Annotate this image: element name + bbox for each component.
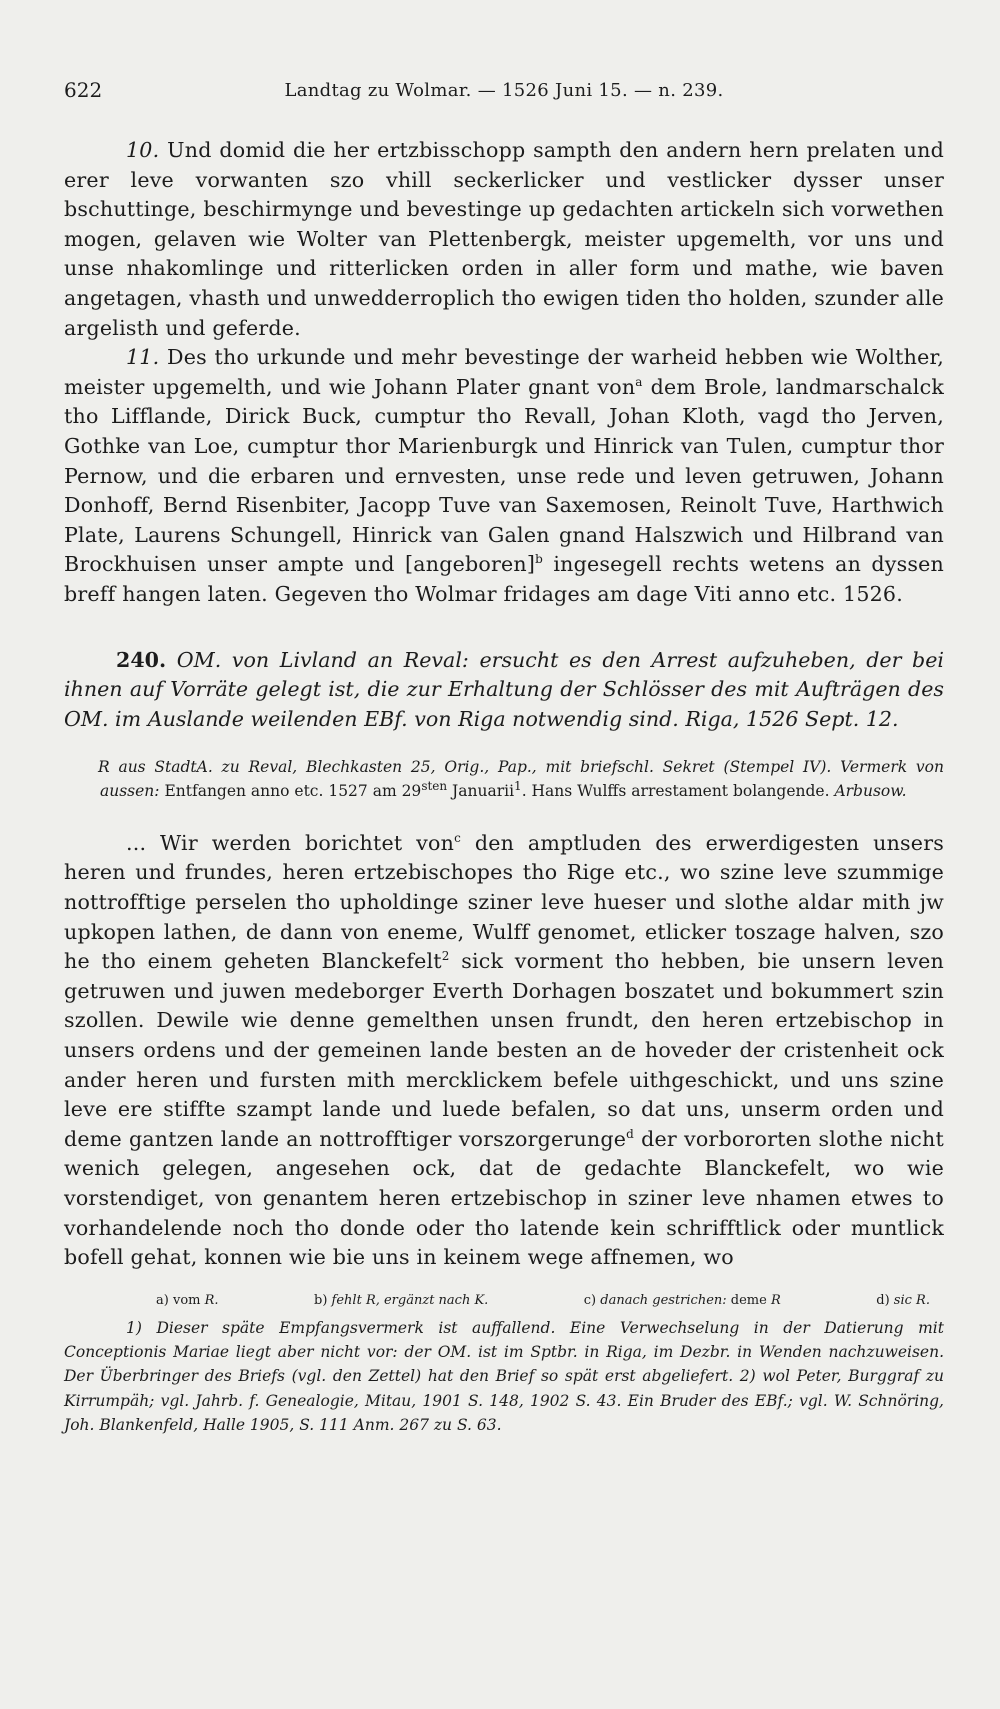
page-body bbox=[64, 136, 944, 1453]
footnote-mark-c: c bbox=[454, 831, 461, 846]
footnote-label: c) bbox=[583, 1292, 597, 1308]
document-regest bbox=[64, 646, 944, 735]
text-footnote-a bbox=[156, 1293, 219, 1308]
letter-text bbox=[64, 829, 944, 1273]
footnote-2: wol Peter, Burggraf zu Kirrumpäh; vgl. Jahrb. f. Genealogie, Mitau, 1901 S. 148, 1902 S. 43. Ein Bruder des EBf.; vgl. W. Schnöring, Joh. Blankenfeld, Halle 1905, S. 111 Anm. 267 zu S. 63. bbox=[64, 1367, 944, 1434]
text-footnotes bbox=[64, 1293, 944, 1308]
footnotes bbox=[64, 1316, 944, 1437]
paragraph-text: Und domid die her ertzbisschopp sampth den andern hern prelaten und erer leve vorwanten szo vhill seckerlicker und vestlicker dysser unser bschuttinge, beschirmynge und bevestinge up gedachten artickeln sich vorwethen mogen, gelaven wie Wolter van Plettenbergk, meister upgemelth, vor uns und unse nhakomlinge und ritterlicken orden in aller form und mathe, wie baven angetagen, vhasth und unwedderroplich tho ewigen tiden tho holden, szunder alle argelisth und geferde. bbox=[64, 138, 944, 340]
page-number: 622 bbox=[64, 78, 103, 102]
source-archive: R aus StadtA. zu Reval, Blechkasten 25, Orig., Pap., mit briefschl. Sekret (Stempel IV). Vermerk von aussen: bbox=[98, 757, 944, 800]
footnote-label: d) bbox=[876, 1292, 890, 1308]
footnote-extra: deme bbox=[730, 1292, 767, 1308]
footnote-note: fehlt R, ergänzt nach K. bbox=[331, 1292, 489, 1308]
footnote-mark-d: d bbox=[626, 1126, 635, 1141]
footnote-mark-2: 2 bbox=[441, 949, 450, 964]
text-footnote-c bbox=[584, 1293, 781, 1308]
letter-text-part: sick vorment tho hebben, bie unsern leven getruwen und juwen medeborger Everth Dorhagen boszatet und bokummert szin szollen. Dewile wie denne gemelthen unsen frundt, den heren ertzebischop in unsers ordens und der gemeinen lande besten an de hoveder der cristenheit ock ander heren und fursten mith mercklickem befele uithgeschickt, und uns szine leve ere stiffte szampt lande und luede befalen, so dat uns, unserm orden und deme gantzen lande an nottrofftiger vorszorgerunge bbox=[64, 949, 944, 1151]
running-title: Landtag zu Wolmar. — 1526 Juni 15. — n. 239. bbox=[284, 80, 724, 101]
text-footnote-d bbox=[876, 1293, 930, 1308]
paragraph-text: Des tho urkunde und mehr bevestinge der warheid hebben wie Wolther, meister upgemelth, und wie Johann Plater gnant von bbox=[64, 345, 945, 399]
footnote-mark-1: 1 bbox=[514, 778, 522, 793]
footnote-mark-a: a bbox=[635, 374, 643, 389]
footnote-label: a) bbox=[156, 1292, 169, 1308]
footnote-1: Dieser späte Empfangsvermerk ist auffallend. Eine Verwechselung in der Datierung mit Conceptionis Mariae liegt aber nicht vor: der OM. ist im Sptbr. in Riga, im Dezbr. in Wenden nachzuweisen. Der Überbringer des Briefs (vgl. den Zettel) hat den Brief so spät erst abgeliefert. bbox=[64, 1318, 944, 1386]
source-endorsement: Entfangen anno etc. 1527 am 29 bbox=[159, 781, 422, 800]
source-sup: sten bbox=[421, 778, 448, 793]
source-endorsement: . Hans Wulffs arrestament bolangende. bbox=[521, 781, 830, 800]
footnote-2-mark: 2) bbox=[739, 1367, 756, 1386]
paragraph-text: ingesegell rechts wetens an dyssen breff hangen laten. Gegeven tho Wolmar fridages am dage Viti anno etc. 1526. bbox=[64, 552, 944, 606]
letter-text-part: den amptluden des erwerdigesten unsers heren und frundes, heren ertzebischopes tho Rige etc., wo szine leve szummige nottrofftige perselen tho upholdinge sziner leve hueser und slothe aldar mith jw upkopen lathen, de dann von eneme, Wulff genomet, etlicker toszage halven, szo he tho einem geheten Blanckefelt bbox=[64, 830, 945, 974]
footnote-note: vom bbox=[172, 1292, 201, 1308]
page-header bbox=[64, 78, 944, 108]
text-footnote-b bbox=[314, 1293, 488, 1308]
regest-text: OM. von Livland an Reval: ersucht es den Arrest aufzuheben, der bei ihnen auf Vorräte gelegt ist, die zur Erhaltung der Schlösser des mit Aufträgen des OM. im Auslande weilenden EBf. von Riga notwendig sind. Riga, 1526 Sept. 12. bbox=[64, 647, 945, 731]
letter-text-part: der vorbororten slothe nicht wenich gelegen, angesehen ock, dat de gedachte Blanckefelt, wo wie vorstendiget, von genantem heren ertzebischop in sziner leve nhamen etwes to vorhandelende noch tho donde oder tho latende kein schrifftlick oder muntlick bofell gehat, konnen wie bie uns in keinem wege affnemen, wo bbox=[64, 1126, 944, 1270]
document-number: 240. bbox=[116, 647, 167, 672]
footnote-siglum: R. bbox=[204, 1292, 219, 1308]
paragraph-number: 10. bbox=[126, 138, 160, 162]
source-editor: Arbusow. bbox=[834, 781, 907, 800]
footnote-note: sic R. bbox=[893, 1292, 930, 1308]
footnote-note: danach gestrichen: bbox=[600, 1292, 727, 1308]
source-note bbox=[64, 755, 944, 803]
footnote-label: b) bbox=[314, 1292, 328, 1308]
paragraph-number: 11. bbox=[126, 345, 160, 370]
paragraph-text: dem Brole, landmarschalck tho Lifflande, Dirick Buck, cumptur tho Revall, Johan Kloth, vagd tho Jerven, Gothke van Loe, cumptur thor Marienburgk und Hinrick van Tulen, cumptur thor Pernow, und die erbaren und ernvesten, unse rede und leven getruwen, Johann Donhoff, Bernd Risenbiter, Jacopp Tuve van Saxemosen, Reinolt Tuve, Harthwich Plate, Laurens Schungell, Hinrick van Galen gnand Halszwich und Hilbrand van Brockhuisen unser ampte und [angeboren] bbox=[64, 374, 945, 577]
footnote-siglum: R bbox=[770, 1292, 781, 1308]
footnote-1-mark: 1) bbox=[126, 1318, 142, 1337]
letter-text-part: ... Wir werden borichtet von bbox=[126, 830, 455, 855]
source-endorsement: Januarii bbox=[447, 781, 515, 800]
paragraph-10 bbox=[64, 136, 944, 343]
paragraph-11 bbox=[64, 343, 944, 609]
footnote-mark-b: b bbox=[535, 552, 543, 567]
